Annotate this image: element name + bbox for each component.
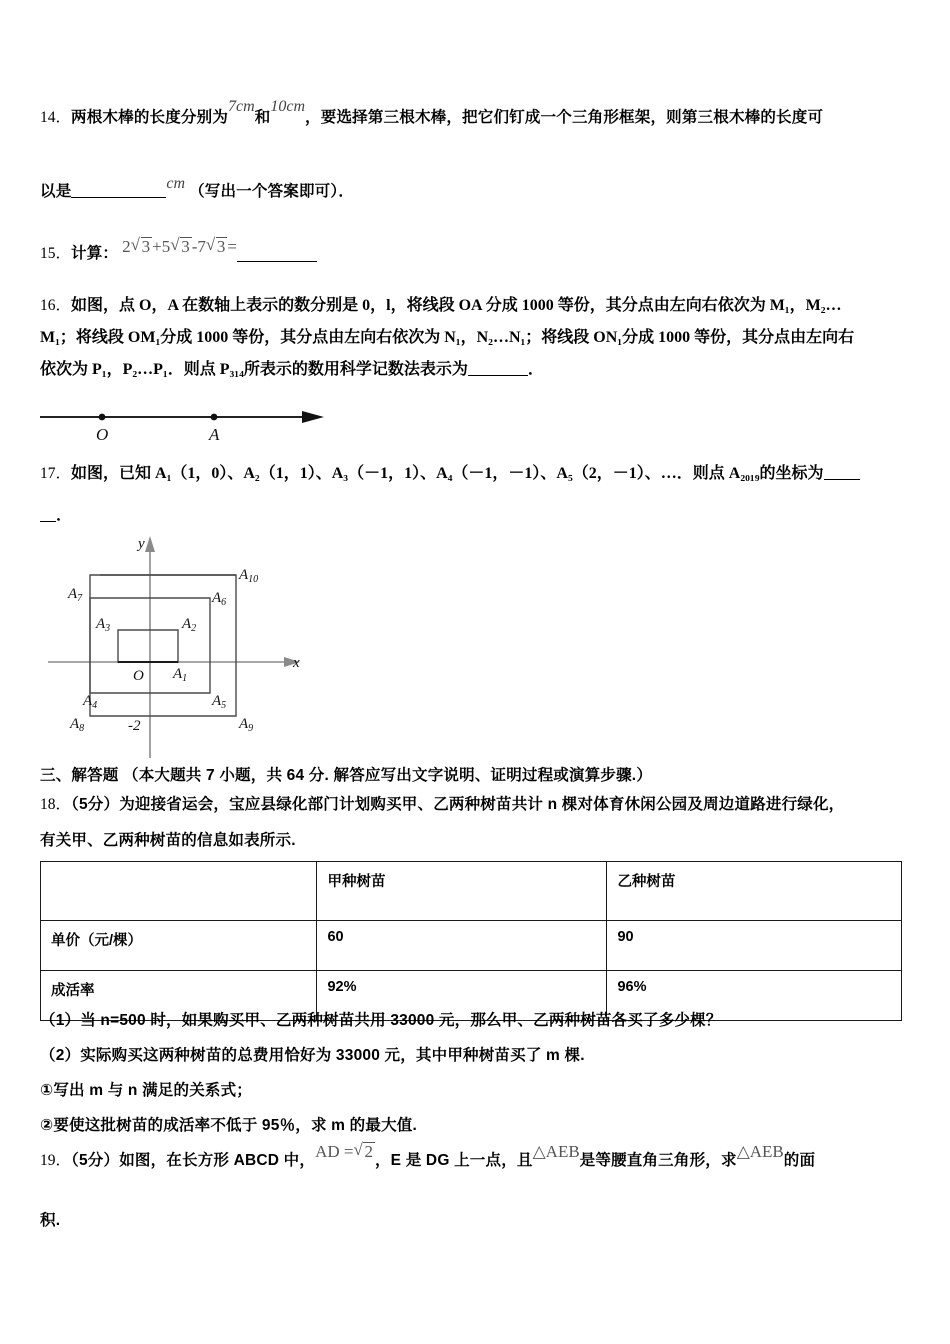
label-A4: $A_4$ xyxy=(83,693,98,711)
label-A5: $A_5$ xyxy=(212,693,227,711)
q15-radical-3: √ 3 xyxy=(206,237,228,256)
q15-number: 15． xyxy=(40,245,72,262)
table-row-label-survival: 成活率 xyxy=(41,971,317,1021)
q16-text-3: 依次为 P₁，P₂…P₁．则点 P₃₁₄所表示的数用科学记数法表示为 xyxy=(40,361,468,378)
q17-answer-blank-2[interactable] xyxy=(40,521,56,522)
question-15 xyxy=(40,237,920,262)
section-3-heading-block xyxy=(40,768,920,784)
q15-radical-2: √ 3 xyxy=(170,237,192,256)
q19-triangle-2: △AEB xyxy=(736,1142,784,1161)
q18-sub-2 xyxy=(40,1048,920,1064)
q18-sub1-text: （1）当 n=500 时，如果购买甲、乙两种树苗共用 33000 元，那么甲、乙两种树苗各买了多少棵？ xyxy=(40,1012,722,1029)
q14-length-b: 10cm xyxy=(270,98,306,115)
q19-text-5: 积. xyxy=(40,1212,61,1229)
q14-answer-blank[interactable] xyxy=(71,197,166,198)
q18-sub2-text: （2）实际购买这两种树苗的总费用恰好为 33000 元，其中甲种树苗买了 m 棵. xyxy=(40,1047,585,1064)
question-14 xyxy=(40,98,920,200)
q17-number: 17． xyxy=(40,465,72,482)
q19-score: （5分） xyxy=(71,1152,120,1169)
label-tick-minus2: -2 xyxy=(128,718,141,734)
q14-unit: cm xyxy=(166,175,186,192)
q14-text-4: （写出一个答案即可）． xyxy=(189,183,355,200)
q18-sub2a-text: ①写出 m 与 n 满足的关系式； xyxy=(40,1082,252,1099)
q14-text-2: ，要选择第三根木棒，把它们钉成一个三角形框架，则第三根木棒的长度可 xyxy=(305,109,824,126)
q15-radical-1: √ 3 xyxy=(131,237,153,256)
label-y-axis: y xyxy=(138,536,145,552)
q19-number: 19． xyxy=(40,1152,72,1169)
label-A9: $A_9$ xyxy=(239,716,254,734)
q15-line xyxy=(40,237,920,262)
q19-text-4: 的面 xyxy=(783,1152,816,1169)
question-17 xyxy=(40,466,920,524)
q19-line-1 xyxy=(40,1142,920,1169)
label-A3: $A_3$ xyxy=(96,616,111,634)
section-3-heading: 三、解答题 （本大题共 7 小题，共 64 分. 解答应写出文字说明、证明过程或演算步骤.） xyxy=(40,767,653,784)
q15-equals: = xyxy=(227,237,237,256)
label-A2: $A_2$ xyxy=(182,616,197,634)
q18-sub-2a xyxy=(40,1083,920,1099)
question-16 xyxy=(40,298,920,378)
question-18 xyxy=(40,797,920,849)
q14-conjunction: 和 xyxy=(254,109,271,126)
q15-coef-3: 7 xyxy=(197,237,206,256)
q16-answer-blank[interactable] xyxy=(468,375,528,376)
spiral-rect-1 xyxy=(118,630,178,662)
q14-text-1: 两根木棒的长度分别为 xyxy=(71,109,229,126)
q18-text-1: 为迎接省运会，宝应县绿化部门计划购买甲、乙两种树苗共计 n 棵对体育休闲公园及周边道路进行绿化， xyxy=(119,796,845,813)
label-A6: $A_6$ xyxy=(212,590,227,608)
number-line-figure xyxy=(36,402,326,447)
number-line-arrow-icon xyxy=(302,411,324,423)
spiral-coordinate-svg xyxy=(48,530,348,762)
q14-text-3: 以是 xyxy=(40,183,72,200)
spiral-point-labels xyxy=(67,536,300,734)
q19-formula-radical: √ 2 xyxy=(353,1142,375,1161)
q18-text-2: 有关甲、乙两种树苗的信息如表所示. xyxy=(40,832,296,849)
table-header-blank xyxy=(41,862,317,921)
point-o-label: O xyxy=(96,425,109,444)
question-18-subparts xyxy=(40,1013,920,1134)
q16-line-2 xyxy=(40,330,920,346)
q16-text-1: 如图，点 O，A 在数轴上表示的数分别是 0，l，将线段 OA 分成 1000 等份，其分点由左向右依次为 M₁，M₂… xyxy=(71,297,842,314)
q14-line-2 xyxy=(40,175,920,200)
q16-line-3 xyxy=(40,362,920,378)
table-cell-survival-yi: 96% xyxy=(607,971,902,1021)
label-A8: $A_8$ xyxy=(70,716,85,734)
q15-label: 计算： xyxy=(71,245,119,262)
point-o-dot xyxy=(99,414,106,421)
label-origin: O xyxy=(133,668,144,684)
q19-text-1: 如图，在长方形 ABCD 中， xyxy=(119,1152,316,1169)
q18-sub2b-text: ②要使这批树苗的成活率不低于 95％，求 m 的最大值. xyxy=(40,1117,417,1134)
q19-line-2 xyxy=(40,1213,920,1229)
q15-answer-blank[interactable] xyxy=(237,261,317,262)
point-a-label: A xyxy=(209,425,220,444)
q14-line-1 xyxy=(40,98,920,126)
section-3-heading-line xyxy=(40,768,920,784)
q17-text-2: ． xyxy=(56,507,73,524)
q16-text-3-end: ． xyxy=(527,361,544,378)
q14-length-a: 7cm xyxy=(228,98,255,115)
label-A7: $A_7$ xyxy=(68,586,83,604)
table-header-row xyxy=(41,862,902,921)
q17-line-1 xyxy=(40,466,920,482)
q19-formula-lhs: AD = xyxy=(315,1142,354,1161)
table-cell-survival-jia: 92% xyxy=(317,971,607,1021)
q18-sub-2b xyxy=(40,1118,920,1134)
number-line-svg xyxy=(36,402,326,447)
seedling-info-table xyxy=(40,861,902,1021)
q18-line-1 xyxy=(40,797,920,813)
table-header-yi: 乙种树苗 xyxy=(607,862,902,921)
label-A10: $A_{10}$ xyxy=(239,567,259,585)
table-row xyxy=(41,921,902,971)
q19-text-3: 是等腰直角三角形，求 xyxy=(579,1152,737,1169)
table-header-jia: 甲种树苗 xyxy=(317,862,607,921)
q17-text-1: 如图，已知 A₁（1，0）、A₂（1，1）、A₃（－1，1）、A₄（－1，－1）、A₅（2，－1）、…．则点 A₂₀₁₉的坐标为 xyxy=(71,465,824,482)
q17-line-2 xyxy=(40,508,920,524)
table-row-label-price: 单价（元/棵） xyxy=(41,921,317,971)
q15-operator-1: + xyxy=(152,237,162,256)
q15-coef-1: 2 xyxy=(122,237,131,256)
q16-text-2: M₁；将线段 OM₁分成 1000 等份，其分点由左向右依次为 N₁，N₂…N₁；将线段 ON₁分成 1000 等份，其分点由左向右 xyxy=(40,329,855,346)
question-19 xyxy=(40,1142,920,1229)
y-axis-arrow-icon xyxy=(145,536,155,552)
q18-line-2 xyxy=(40,833,920,849)
q19-text-2: ，E 是 DG 上一点，且 xyxy=(374,1152,533,1169)
q16-line-1 xyxy=(40,298,920,314)
table-cell-price-yi: 90 xyxy=(607,921,902,971)
q19-formula xyxy=(315,1142,375,1161)
q14-number: 14． xyxy=(40,109,72,126)
spiral-coordinate-figure xyxy=(48,530,348,762)
q18-score: （5分） xyxy=(71,796,120,813)
q18-number: 18． xyxy=(40,796,72,813)
q15-coef-2: 5 xyxy=(161,237,171,256)
label-x-axis: x xyxy=(293,655,300,671)
q17-answer-blank-1[interactable] xyxy=(824,479,860,480)
q15-operator-2: - xyxy=(191,237,198,256)
label-A1: $A_1$ xyxy=(173,666,188,684)
q15-expression xyxy=(122,237,237,256)
point-a-dot xyxy=(211,414,218,421)
table-cell-price-jia: 60 xyxy=(317,921,607,971)
q19-triangle-1: △AEB xyxy=(532,1142,580,1161)
q18-sub-1 xyxy=(40,1013,920,1029)
q16-number: 16． xyxy=(40,297,72,314)
